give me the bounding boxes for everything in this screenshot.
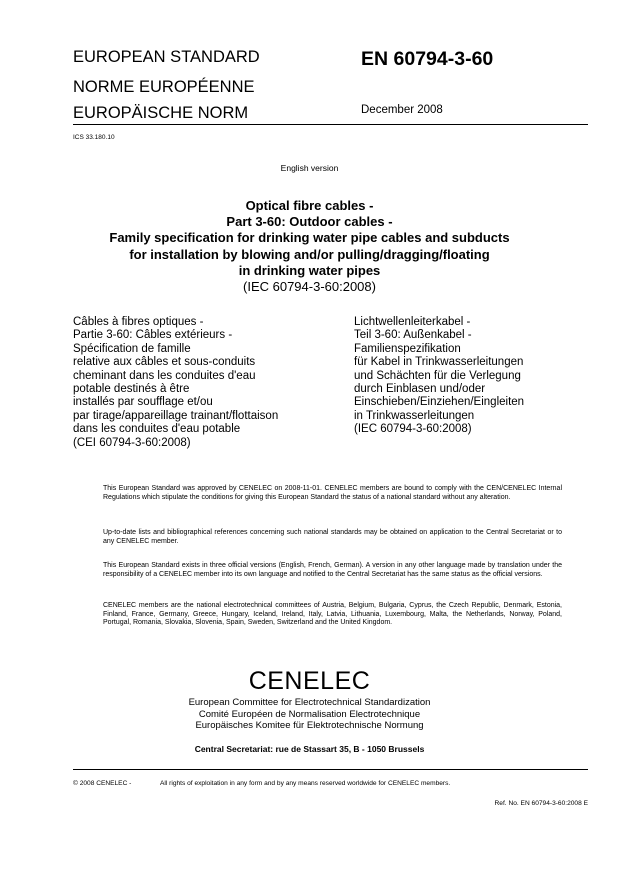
- title-line: Optical fibre cables -: [245, 198, 374, 213]
- copyright-notice: © 2008 CENELEC -: [73, 780, 132, 787]
- reference-number: Ref. No. EN 60794-3-60:2008 E: [494, 800, 588, 807]
- version-note: English version: [280, 163, 339, 173]
- german-title-line: für Kabel in Trinkwasserleitungen: [354, 356, 524, 369]
- german-title-line: in Trinkwasserleitungen: [354, 409, 475, 422]
- french-title-line: Câbles à fibres optiques -: [73, 316, 204, 328]
- approval-paragraph: This European Standard was approved by CENELEC on 2008-11-01. CENELEC members are bound to comply with the CEN/CENELEC Internal Regulations which stipulate the conditions for giving this European Standard the status of a national standard without any alteration.: [103, 485, 562, 501]
- german-title-line: durch Einblasen und/oder: [354, 383, 486, 396]
- german-title-line: Familienspezifikation: [354, 342, 461, 355]
- german-title-line: Lichtwellenleiterkabel -: [354, 316, 471, 328]
- french-title-line: installés par soufflage et/ou: [73, 396, 213, 409]
- german-title-line: (IEC 60794-3-60:2008): [354, 423, 472, 436]
- rights-notice: All rights of exploitation in any form and by any means reserved worldwide for CENELEC members.: [160, 780, 451, 787]
- iec-reference: (IEC 60794-3-60:2008): [243, 279, 376, 295]
- document-title: [0, 198, 619, 295]
- french-title-line: Spécification de famille: [73, 342, 191, 355]
- french-title-line: (CEI 60794-3-60:2008): [73, 436, 191, 449]
- organization-name: CENELEC: [248, 667, 371, 695]
- members-paragraph: CENELEC members are the national electrotechnical committees of Austria, Belgium, Bulgaria, Cyprus, the Czech Republic, Denmark, Estonia, Finland, France, Germany, Greece, Hungary, Iceland, Ireland, Italy, Latvia, Lithuania, Luxembourg, Malta, the Netherlands, Norway, Poland, Portugal, Romania, Slovakia, Slovenia, Spain, Sweden, Switzerland and the United Kingdom.: [103, 602, 562, 627]
- french-title-line: potable destinés à être: [73, 383, 190, 396]
- title-line: in drinking water pipes: [238, 262, 381, 278]
- french-title-line: relative aux câbles et sous-conduits: [73, 356, 256, 369]
- french-title-block: [73, 316, 333, 450]
- german-title-block: [354, 316, 594, 437]
- organization-name-de: Europäisches Komitee für Elektrotechnische Normung: [195, 720, 424, 732]
- organization-names-block: [0, 697, 619, 732]
- standard-type-en: EUROPEAN STANDARD: [73, 48, 260, 66]
- organization-name-en: European Committee for Electrotechnical Standardization: [188, 697, 431, 708]
- header-divider: [73, 124, 588, 125]
- french-title-line: cheminant dans les conduites d'eau: [73, 369, 256, 382]
- organization-name-fr: Comité Européen de Normalisation Electrotechnique: [198, 708, 421, 720]
- french-title-line: par tirage/appareillage trainant/flottaison: [73, 409, 279, 422]
- document-number: EN 60794-3-60: [361, 48, 494, 70]
- versions-paragraph: This European Standard exists in three official versions (English, French, German). A version in any other language made by translation under the responsibility of a CENELEC member into its own language and notified to the Central Secretariat has the same status as the official versions.: [103, 562, 562, 578]
- references-paragraph: Up-to-date lists and bibliographical references concerning such national standards may be obtained on application to the Central Secretariat or to any CENELEC member.: [103, 529, 562, 545]
- french-title-line: Partie 3-60: Câbles extérieurs -: [73, 329, 233, 342]
- standard-type-fr: NORME EUROPÉENNE: [73, 78, 255, 96]
- title-line: for installation by blowing and/or pulling/dragging/floating: [129, 246, 490, 262]
- secretariat-address: Central Secretariat: rue de Stassart 35, B - 1050 Brussels: [194, 744, 425, 754]
- title-line: Family specification for drinking water pipe cables and subducts: [109, 230, 510, 246]
- german-title-line: und Schächten für die Verlegung: [354, 369, 521, 382]
- title-line: Part 3-60: Outdoor cables -: [226, 214, 393, 230]
- ics-code: ICS 33.180.10: [73, 134, 115, 141]
- german-title-line: Einschieben/Einziehen/Eingleiten: [354, 396, 525, 409]
- french-title-line: dans les conduites d'eau potable: [73, 423, 241, 436]
- footer-divider: [73, 769, 588, 770]
- standard-type-de: EUROPÄISCHE NORM: [73, 104, 249, 122]
- publication-date: December 2008: [361, 104, 443, 116]
- german-title-line: Teil 3-60: Außenkabel -: [354, 329, 472, 342]
